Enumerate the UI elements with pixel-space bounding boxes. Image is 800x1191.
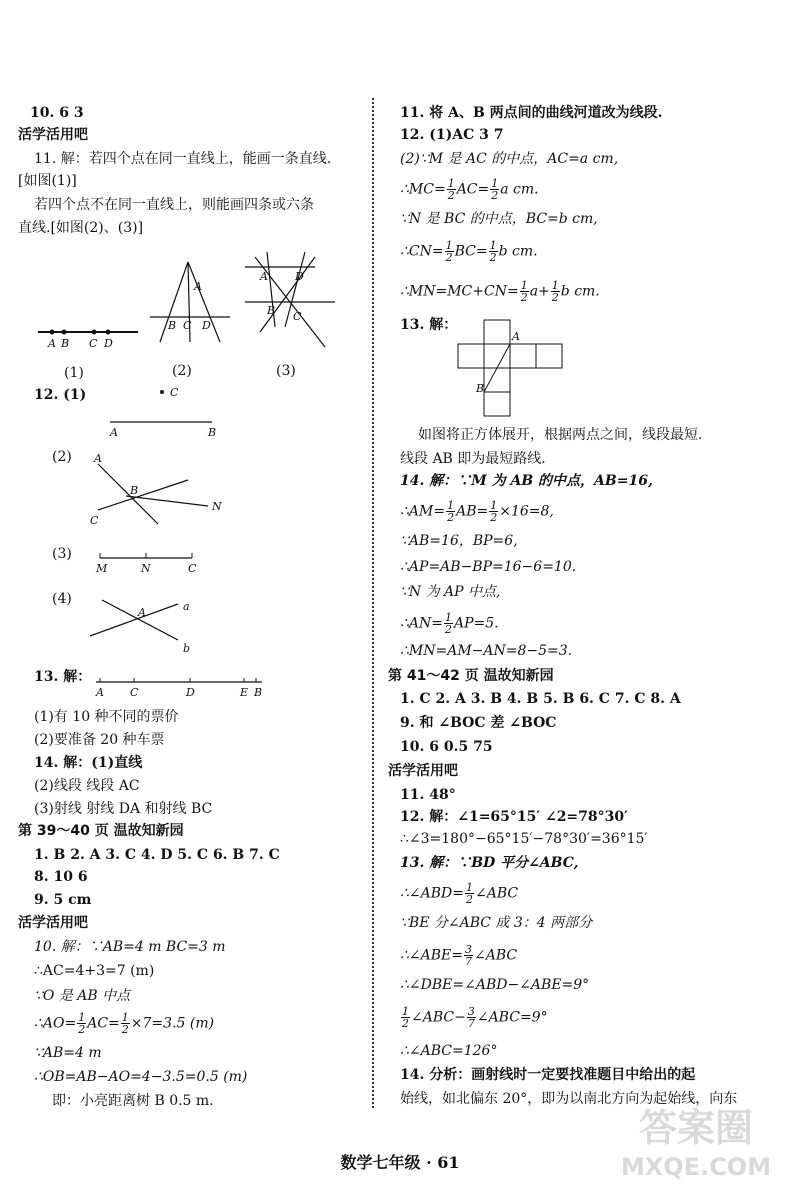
answers-1-7: 1. B 2. A 3. C 4. D 5. C 6. B 7. C [34,847,280,863]
figure-3-lines [245,252,340,352]
answer-12-r: 12. (1)AC 3 7 [400,127,504,143]
section-heading: 第 41～42 页 温故知新园 [388,668,554,684]
q12-part4-label: (4) [52,591,72,607]
point-label: A [512,330,520,343]
fraction: $\frac{1}{2}$ [551,279,559,304]
point-label: A [260,270,268,283]
answer-12-r2: 12. 解：∠1=65°15′ ∠2=78°30′ [400,809,628,825]
point-label: M [96,562,108,575]
r-line: $\frac{1}{2}$ ∠ABC− $\frac{3}{7}$ ∠ABC=9° [402,1005,548,1030]
section-heading: 活学活用吧 [18,915,88,931]
section-heading: 活学活用吧 [18,127,88,143]
point-label: A [138,606,146,619]
fraction: $\frac{1}{2}$ [445,611,452,636]
answers-1-8: 1. C 2. A 3. B 4. B 5. B 6. C 7. C 8. A [400,691,681,707]
point-label: C [183,319,192,332]
point-label: B [267,304,276,317]
point-label: B [208,426,217,439]
q13-line-figure [94,676,274,700]
point-label: B [61,337,70,350]
answer-11-text2: 直线.[如图(2)、(3)] [18,220,144,236]
point-label: D [295,270,304,283]
point-label: N [212,500,222,513]
answer-14-r: 14. 解：∵M 为 AB 的中点，AB=16, [400,473,653,489]
point-label: B [130,484,139,497]
r-line: 始线，如北偏东 20°，即为以南北方向为起始线，向东 [400,1091,738,1107]
point-label: A [110,426,118,439]
answer-13: 13. 解： [34,669,92,685]
fraction: $\frac{1}{2}$ [402,1005,409,1030]
section-heading: 活学活用吧 [388,763,458,779]
r-line: ∴MC= $\frac{1}{2}$ AC= $\frac{1}{2}$ a cm. [400,177,539,202]
r-line: ∴∠DBE=∠ABD−∠ABE=9° [400,977,590,993]
r-line: ∵BE 分∠ABC 成 3：4 两部分 [400,915,593,931]
r-line: ∴∠3=180°−65°15′−78°30′=36°15′ [400,831,648,847]
r-line: ∴AM= $\frac{1}{2}$ AB= $\frac{1}{2}$ ×16=8, [400,499,554,524]
answer-12: 12. (1) [34,387,87,403]
answer-14-3: (3)射线 射线 DA 和射线 BC [34,801,213,817]
r-line: (2)∵M 是 AC 的中点，AC=a cm, [400,151,619,167]
fraction: $\frac{1}{2}$ [490,499,498,524]
answer-14: 14. 解：(1)直线 [34,755,143,771]
svg-text:MXQE.COM: MXQE.COM [620,1153,772,1181]
fraction: $\frac{1}{2}$ [520,279,528,304]
r-line: ∴AP=AB−BP=16−6=10. [400,559,577,575]
point-label: C [170,386,179,399]
answer-10: 10. 6 3 [30,105,84,121]
r-line: ∴MN=AM−AN=8−5=3. [400,643,573,659]
fraction: $\frac{3}{7}$ [465,943,472,968]
answer-10-line7: 即：小亮距离树 B 0.5 m. [52,1093,214,1109]
q12-figure-3 [96,550,206,575]
answer-9-r: 9. 和 ∠BOC 差 ∠BOC [400,715,557,731]
answer-14-r2: 14. 分析：画射线时一定要找准题目中给出的起 [400,1067,696,1083]
point-label: C [293,310,302,323]
point-label: N [141,562,151,575]
fraction: $\frac{1}{2}$ [466,881,473,906]
point-label: A [96,686,104,699]
svg-text:答案圈: 答案圈 [638,1106,754,1150]
answer-11-text: 若四个点不在同一直线上，则能画四条或六条 [34,197,314,213]
column-divider [372,98,374,1108]
point-label: D [104,337,113,350]
answer-13-r: 13. 解： [400,317,458,333]
answer-10-solution: 10. 解：∵AB=4 m BC=3 m [34,939,226,955]
answer-10-line6: ∴OB=AB−AO=4−3.5=0.5 (m) [34,1069,248,1085]
answer-10-line5: ∵AB=4 m [34,1045,102,1061]
point-label: C [89,337,98,350]
answer-10-line2: ∴AC=4+3=7 (m) [34,963,155,979]
fraction: $\frac{1}{2}$ [447,499,455,524]
point-label: B [476,382,485,395]
r-line: 线段 AB 即为最短路线. [400,451,546,467]
point-label: A [194,280,202,293]
r-line: ∵AB=16，BP=6, [400,533,518,549]
point-label: A [48,337,56,350]
point-label: A [94,452,102,465]
answer-11-r: 11. 将 A、B 两点间的曲线河道改为线段. [400,105,663,121]
r-line: ∵N 为 AP 中点, [400,584,501,600]
figure-1-collinear [36,322,146,352]
q12-figure-4 [88,596,198,656]
figure-2-lines [150,262,240,347]
answer-8: 8. 10 6 [34,869,88,885]
fraction: $\frac{1}{2}$ [78,1011,86,1036]
point-label: C [130,686,139,699]
point-label: B [168,319,177,332]
answer-11: 11. 解：若四个点在同一直线上，能画一条直线. [34,151,332,167]
r-line: ∴AN= $\frac{1}{2}$ AP=5. [400,611,499,636]
figure-caption: (3) [276,363,296,379]
watermark-logo [606,1095,786,1185]
answer-10-line3: ∵O 是 AB 中点 [34,988,131,1004]
fraction: $\frac{3}{7}$ [467,1005,475,1030]
figure-caption: (2) [172,363,192,379]
section-heading: 第 39～40 页 温故知新园 [18,823,184,839]
r-line: ∴∠ABE= $\frac{3}{7}$ ∠ABC [400,943,518,968]
r-line: 如图将正方体展开，根据两点之间，线段最短. [418,427,703,443]
r-line: ∴∠ABC=126° [400,1043,498,1059]
r-line: ∵N 是 BC 的中点，BC=b cm, [400,211,598,227]
r-line: ∴CN= $\frac{1}{2}$ BC= $\frac{1}{2}$ b cm. [400,239,538,264]
r-line: ∴∠ABD= $\frac{1}{2}$ ∠ABC [400,881,519,906]
answer-9: 9. 5 cm [34,892,92,908]
cube-net-figure [458,320,568,420]
point-label: C [188,562,197,575]
answer-10-r: 10. 6 0.5 75 [400,739,493,755]
r-line: ∴MN=MC+CN= $\frac{1}{2}$ a+ $\frac{1}{2}$ b cm. [400,279,600,304]
answer-11-r2: 11. 48° [400,787,456,803]
point-label: a [183,600,190,613]
point-label: D [186,686,195,699]
fraction: $\frac{1}{2}$ [447,177,455,202]
fraction: $\frac{1}{2}$ [491,177,499,202]
answer-13-r2: 13. 解：∵BD 平分∠ABC, [400,855,579,871]
fraction: $\frac{1}{2}$ [121,1011,129,1036]
answer-11-note: [如图(1)] [18,173,77,189]
answer-14-2: (2)线段 线段 AC [34,778,140,794]
answer-13-1: (1)有 10 种不同的票价 [34,709,179,725]
q12-figure-1 [100,384,220,440]
answer-13-2: (2)要准备 20 种车票 [34,732,165,748]
q12-part3-label: (3) [52,546,72,562]
figure-caption: (1) [64,365,84,381]
point-label: C [90,514,99,527]
fraction: $\frac{1}{2}$ [489,239,497,264]
q12-figure-2 [88,452,228,532]
q12-part2-label: (2) [52,449,72,465]
fraction: $\frac{1}{2}$ [445,239,453,264]
point-label: E [240,686,249,699]
page-footer: 数学七年级 · 61 [340,1153,460,1172]
point-label: b [183,642,191,655]
point-label: B [254,686,263,699]
answer-10-line4: ∴AO= $\frac{1}{2}$ AC= $\frac{1}{2}$ ×7=3.5 (m) [34,1011,215,1036]
point-label: D [202,319,211,332]
